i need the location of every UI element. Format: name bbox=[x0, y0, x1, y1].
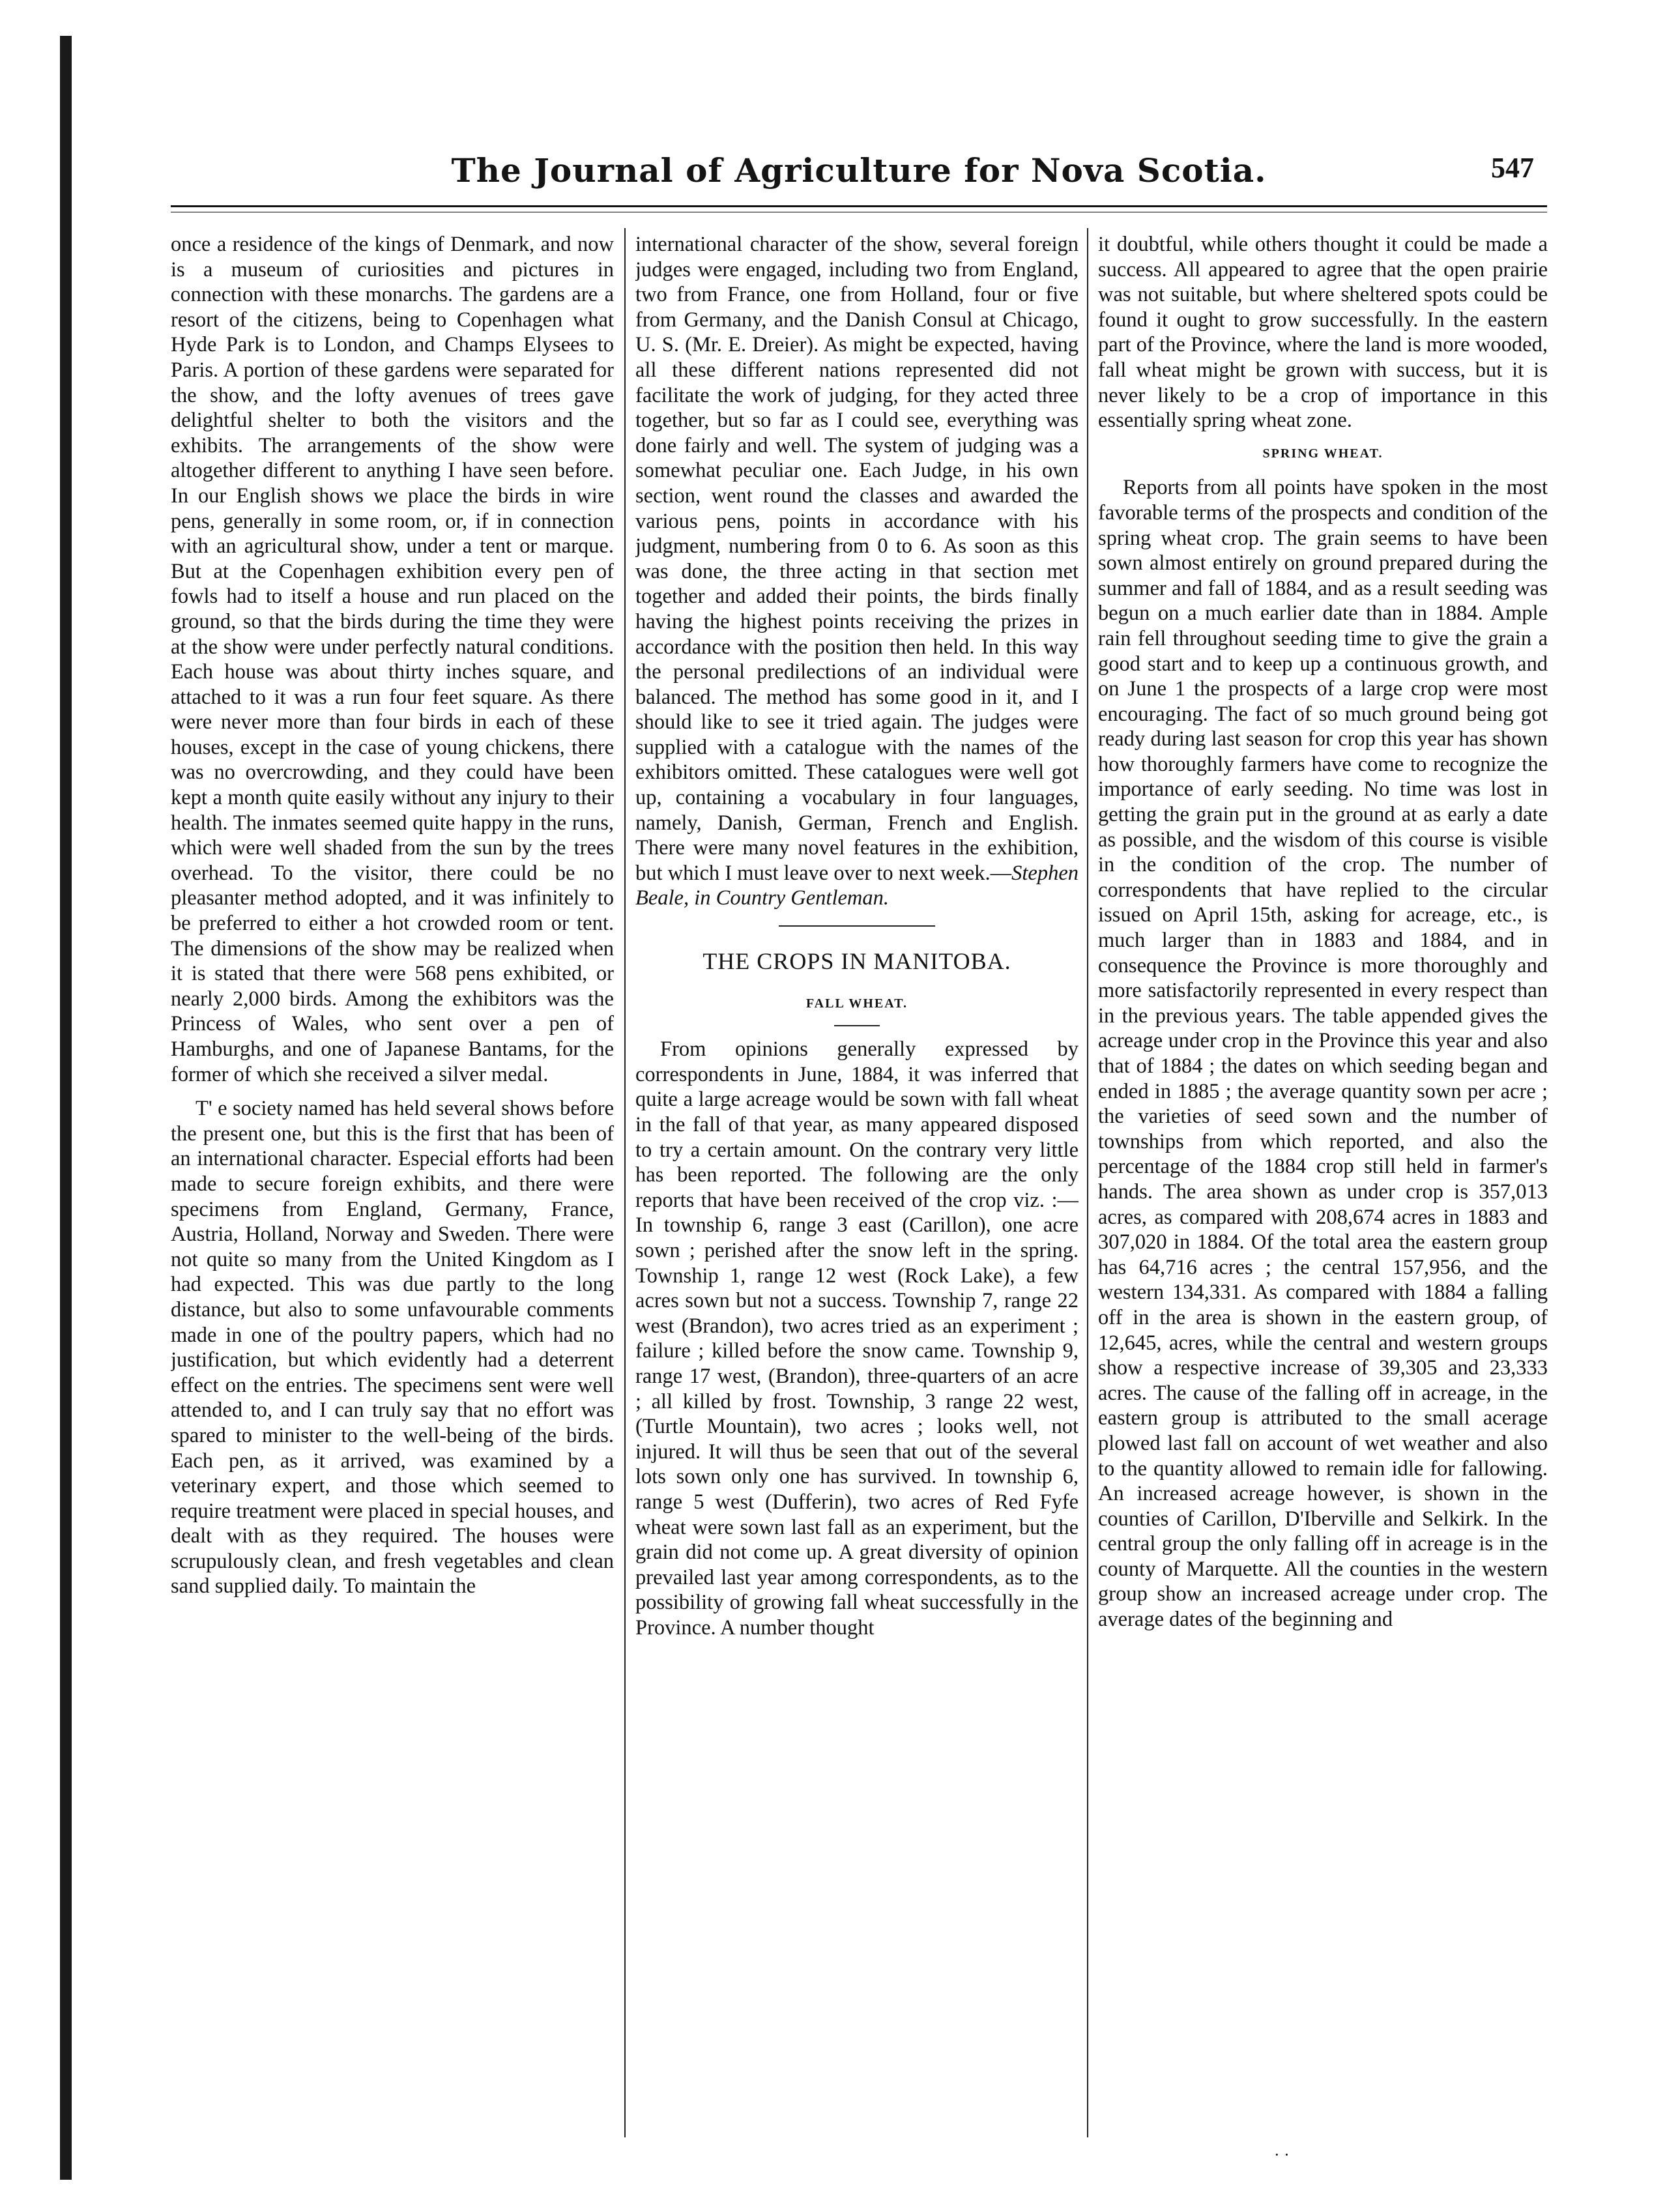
paragraph bbox=[635, 232, 1079, 911]
page-header bbox=[171, 151, 1547, 210]
subsection-title: SPRING WHEAT. bbox=[1262, 446, 1383, 461]
section-title: THE CROPS IN MANITOBA. bbox=[702, 948, 1011, 975]
paragraph: it doubtful, while others thought it could be made a success. All appeared to agree that the open prairie was not suitable, but where sheltered spots could be found it ought to grow successfully. In the eastern part of the Province, where the land is more wooded, fall wheat might be grown with success, but it is never likely to be a crop of importance in this essentially spring wheat zone. bbox=[1098, 233, 1548, 433]
article-separator bbox=[779, 925, 935, 927]
paragraph: T' e society named has held several shows before the present one, but this is the first that has been of an international character. Especial efforts had been made to secure foreign exhibits, and there were specimens from England, Germany, France, Austria, Holland, Norway and Sweden. There were not quite so many from the United Kingdom as I had expected. This was due partly to the long distance, but also to some unfavourable comments made in one of the poultry papers, which had no justification, but which evidently had a deterrent effect on the entries. The specimens sent were well attended to, and I can truly say that no effort was spared to minister to the well-being of the birds. Each pen, as it arrived, was examined by a veterinary expert, and those which seemed to require treatment were placed in special houses, and dealt with as they required. The houses were scrupulously clean, and fresh vegetables and clean sand supplied daily. To maintain the bbox=[171, 1097, 614, 1598]
paragraph: once a residence of the kings of Denmark, and now is a museum of curiosities and pictures in connection with these monarchs. The gardens are a resort of the citizens, being to Copenhagen what Hyde Park is to London, and Champs Elysees to Paris. A portion of these gardens were separated for the show, and the lofty avenues of trees gave delightful shelter to both the visitors and the exhibits. The arrangements of the show were altogether different to anything I have seen before. In our English shows we place the birds in wire pens, generally in some room, or, if in connection with an agricultural show, under a tent or marque. But at the Copenhagen exhibition every pen of fowls had to itself a house and run placed on the ground, so that the birds during the time they were at the show were under perfectly natural conditions. Each house was about thirty inches square, and attached to it was a run four feet square. As there were never more than four birds in each of these houses, except in the case of young chickens, there was no overcrowding, and they could have been kept a month quite easily without any injury to their health. The inmates seemed quite happy in the runs, which were well shaded from the sun by the trees overhead. To the visitor, there could be no pleasanter method adopted, and it was infinitely to be preferred to either a hot crowded room or tent. The dimensions of the show may be realized when it is stated that there were 568 pens exhibited, or nearly 2,000 birds. Among the exhibitors was the Princess of Wales, who sent over a pen of Hamburghs, and one of Japanese Bantams, for the former of which she received a silver medal. bbox=[171, 233, 614, 1086]
paragraph-text: international character of the show, several foreign judges were engaged, including two from England, two from France, one from Holland, four or five from Germany, and the Danish Consul at Chicago, U. S. (Mr. E. Dreier). As might be expected, having all these different nations represented did not facilitate the work of judging, for they acted three together, but so far as I could see, everything was done fairly and well. The system of judging was a somewhat peculiar one. Each Judge, in his own section, went round the classes and awarded the various pens, points in accordance with his judgment, numbering from 0 to 6. As soon as this was done, the three acting in that section met together and added their points, the birds finally having the highest points receiving the prizes in accordance with the position then held. In this way the personal predilections of an individual were balanced. The method has some good in it, and I should like to see it tried again. The judges were supplied with a catalogue with the names of the exhibitors omitted. These catalogues were well got up, containing a vocabulary in four languages, namely, Danish, German, French and English. There were many novel features in the exhibition, but which I must leave over to next week.— bbox=[635, 233, 1079, 885]
text-column-3 bbox=[1098, 232, 1548, 2135]
subsection-rule bbox=[834, 1025, 880, 1026]
print-specks: · · bbox=[1274, 2145, 1290, 2164]
text-column-2 bbox=[635, 232, 1079, 2135]
header-rule bbox=[171, 205, 1547, 212]
paragraph: Reports from all points have spoken in the most favorable terms of the prospects and condition of the spring wheat crop. The grain seems to have been sown almost entirely on ground prepared during the summer and fall of 1884, and as a result seeding was begun on a much earlier date than in 1884. Ample rain fell throughout seeding time to give the grain a good start and to keep up a continuous growth, and on June 1 the prospects of a large crop were most encouraging. The fact of so much ground being got ready during last season for crop this year has shown how thoroughly farmers have come to recognize the importance of early seeding. No time was lost in getting the grain put in the ground at as early a date as possible, and the wisdom of this course is visible in the condition of the crop. The number of correspondents that have replied to the circular issued on April 15th, asking for acreage, etc., is much larger than in 1883 and 1884, and in consequence the Province is more thoroughly and more satisfactorily represented in every respect than in the previous years. The table appended gives the acreage under crop in the Province this year and also that of 1884 ; the dates on which seeding began and ended in 1885 ; the average quantity sown per acre ; the varieties of seed sown and the number of townships from which reported, and also the percentage of the 1884 crop still held in farmer's hands. The area shown as under crop is 357,013 acres, as compared with 208,674 acres in 1883 and 307,020 in 1884. Of the total area the eastern group has 64,716 acres ; the central 157,956, and the western 134,331. As compared with 1884 a falling off in the area is shown in the eastern group, of 12,645, acres, while the central and western groups show a respective increase of 39,305 and 23,333 acres. The cause of the falling off in acreage, in the eastern group is attributed to the small acerage plowed last fall on account of wet weather and also to the quantity allowed to remain idle for fallowing. An increased acreage however, is shown in the counties of Carillon, D'Iberville and Selkirk. In the central group the only falling off in acreage is in the county of Marquette. All the counties in the western group show an increased acreage under crop. The average dates of the beginning and bbox=[1098, 476, 1548, 1632]
running-title: The Journal of Agriculture for Nova Scotia. bbox=[451, 151, 1267, 190]
page-number: 547 bbox=[1491, 152, 1534, 184]
paragraph: From opinions generally expressed by correspondents in June, 1884, it was inferred that quite a large acreage would be sown with fall wheat in the fall of that year, as many appeared disposed to try a certain amount. On the contrary very little has been reported. The following are the only reports that have been received of the crop viz. :—In township 6, range 3 east (Carillon), one acre sown ; perished after the snow left in the spring. Township 1, range 12 west (Rock Lake), a few acres sown but not a success. Township 7, range 22 west (Brandon), two acres tried as an experiment ; failure ; killed before the snow came. Township 9, range 17 west, (Brandon), three-quarters of an acre ; all killed by frost. Township, 3 range 22 west, (Turtle Mountain), two acres ; looks well, not injured. It will thus be seen that out of the several lots sown only one has survived. In township 6, range 5 west (Dufferin), two acres of Red Fyfe wheat were sown last fall as an experiment, but the grain did not come up. A great diversity of opinion prevailed last year among correspondents, as to the possibility of growing fall wheat successfully in the Province. A number thought bbox=[635, 1037, 1079, 1640]
page-binding-edge bbox=[60, 36, 72, 2180]
article-signature: Stephen Beale, in Country Gentleman. bbox=[635, 861, 1079, 910]
subsection-title: FALL WHEAT. bbox=[805, 996, 908, 1011]
column-divider-2 bbox=[1087, 228, 1088, 2137]
text-column-1 bbox=[171, 232, 614, 2135]
column-divider-1 bbox=[624, 228, 626, 2137]
